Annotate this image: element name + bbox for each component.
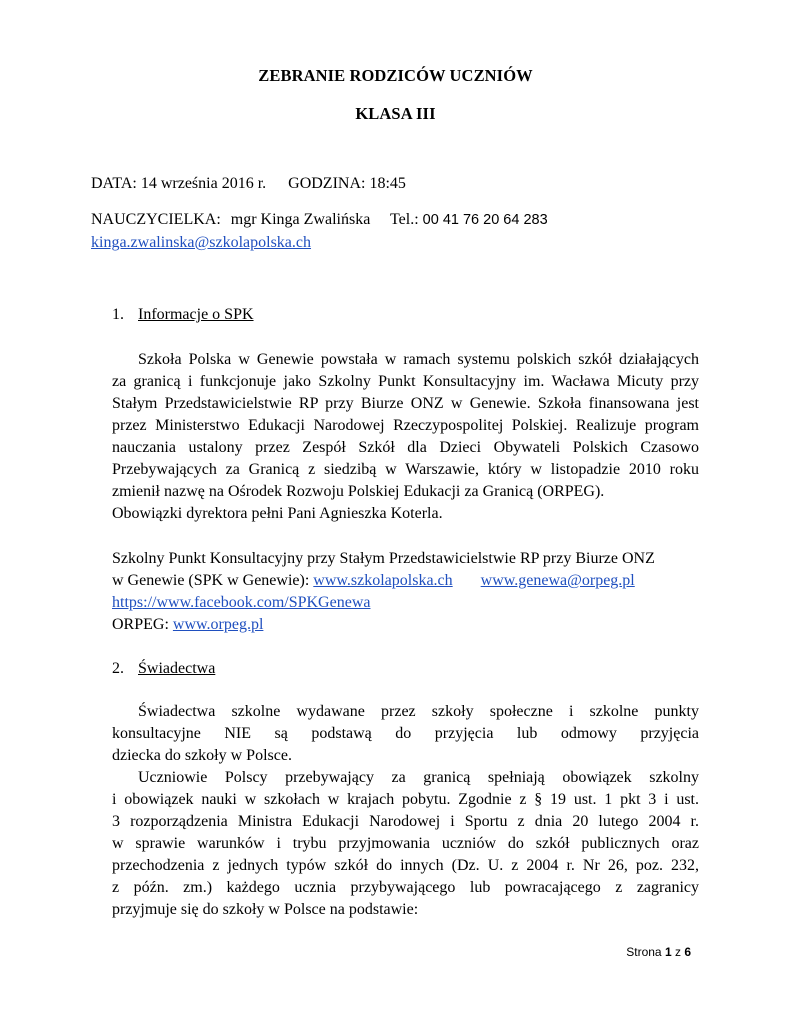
date-value: 14 września 2016 r.: [140, 175, 267, 192]
section1-heading: Informacje o SPK: [138, 306, 254, 323]
section2-para1-line: dziecka do szkoły w Polsce.: [112, 747, 292, 764]
section2-para2-line: 3 rozporządzenia Ministra Edukacji Narodowej i Sportu z dnia 20 lutego 2004 r.: [112, 813, 699, 830]
orpeg-label: ORPEG:: [112, 616, 169, 633]
section2-para2-line: z późn. zm.) każdego ucznia przybywającego lub powracającego z zagranicy: [112, 879, 699, 896]
section2-para2-line: przechodzenia z jednych typów szkół do innych (Dz. U. z 2004 r. Nr 26, poz. 232,: [112, 857, 699, 874]
tel-value: 00 41 76 20 64 283: [422, 212, 548, 228]
section1-para1-line: Obowiązki dyrektora pełni Pani Agnieszka Koterla.: [112, 505, 443, 522]
section1-para1-line: Szkoła Polska w Genewie powstała w ramach systemu polskich szkół działających: [138, 351, 699, 368]
section1-para1-line: Stałym Przedstawicielstwie RP przy Biurze ONZ w Genewie. Szkoła finansowana jest: [112, 395, 699, 412]
class-title: KLASA III: [355, 104, 436, 123]
page-label: Strona: [626, 945, 662, 959]
page-footer: [626, 945, 691, 959]
document-title: ZEBRANIE RODZICÓW UCZNIÓW: [258, 66, 533, 85]
page-sep: z: [674, 945, 681, 959]
section1-para1-line: nauczania ustalony przez Zespół Szkół dla Dzieci Obywateli Polskich Czasowo: [112, 439, 699, 456]
section2-number: 2.: [112, 660, 124, 677]
section1-para2-line: [112, 572, 635, 590]
section2-heading: Świadectwa: [138, 660, 216, 677]
email-line: [91, 234, 311, 252]
section1-para1-line: Przebywających za Granicą z siedzibą w Warszawie, który w listopadzie 2010 roku: [112, 461, 699, 478]
section1-para1-line: przez Ministerstwo Edukacji Narodowej Rzeczypospolitej Polskiej. Realizuje program: [112, 417, 699, 434]
time-value: 18:45: [369, 175, 406, 192]
section2-para2-line: i obowiązek nauki w szkołach w krajach pobytu. Zgodnie z § 19 ust. 1 pkt 3 i ust.: [112, 791, 699, 808]
meeting-date-line: [91, 175, 406, 193]
section2-para1-line: konsultacyjne NIE są podstawą do przyjęcia lub odmowy przyjęcia: [112, 725, 699, 742]
teacher-line: [91, 211, 548, 229]
genewa-email-link[interactable]: www.genewa@orpeg.pl: [480, 572, 635, 589]
facebook-link[interactable]: https://www.facebook.com/SPKGenewa: [112, 594, 371, 611]
page-total: 6: [684, 945, 691, 959]
facebook-line: [112, 594, 370, 612]
orpeg-line: [112, 616, 263, 634]
section2-para2-line: w sprawie warunków i trybu przyjmowania uczniów do szkół publicznych oraz: [112, 835, 699, 852]
spk-prefix: w Genewie (SPK w Genewie):: [112, 572, 310, 589]
orpeg-link[interactable]: www.orpeg.pl: [172, 616, 264, 633]
section1-number: 1.: [112, 306, 124, 323]
time-label: GODZINA:: [288, 175, 366, 192]
szkolapolska-link[interactable]: www.szkolapolska.ch: [313, 572, 453, 589]
date-label: DATA:: [91, 175, 137, 192]
tel-label: Tel.:: [390, 211, 419, 228]
section2-para2-line: Uczniowie Polscy przebywający za granicą spełniają obowiązek szkolny: [138, 769, 699, 786]
section2-para2-line: przyjmuje się do szkoły w Polsce na podstawie:: [112, 901, 419, 918]
teacher-email-link[interactable]: kinga.zwalinska@szkolapolska.ch: [91, 234, 312, 251]
teacher-label: NAUCZYCIELKA:: [91, 211, 221, 228]
teacher-value: mgr Kinga Zwalińska: [230, 211, 371, 228]
section1-para2-line: Szkolny Punkt Konsultacyjny przy Stałym Przedstawicielstwie RP przy Biurze ONZ: [112, 550, 655, 567]
page-current: 1: [664, 945, 672, 959]
section2-para1-line: Świadectwa szkolne wydawane przez szkoły społeczne i szkolne punkty: [138, 703, 699, 720]
section1-para1-line: zmienił nazwę na Ośrodek Rozwoju Polskiej Edukacji za Granicą (ORPEG).: [112, 483, 605, 500]
section1-para1-line: za granicą i funkcjonuje jako Szkolny Punkt Konsultacyjny im. Wacława Micuty przy: [112, 373, 699, 390]
